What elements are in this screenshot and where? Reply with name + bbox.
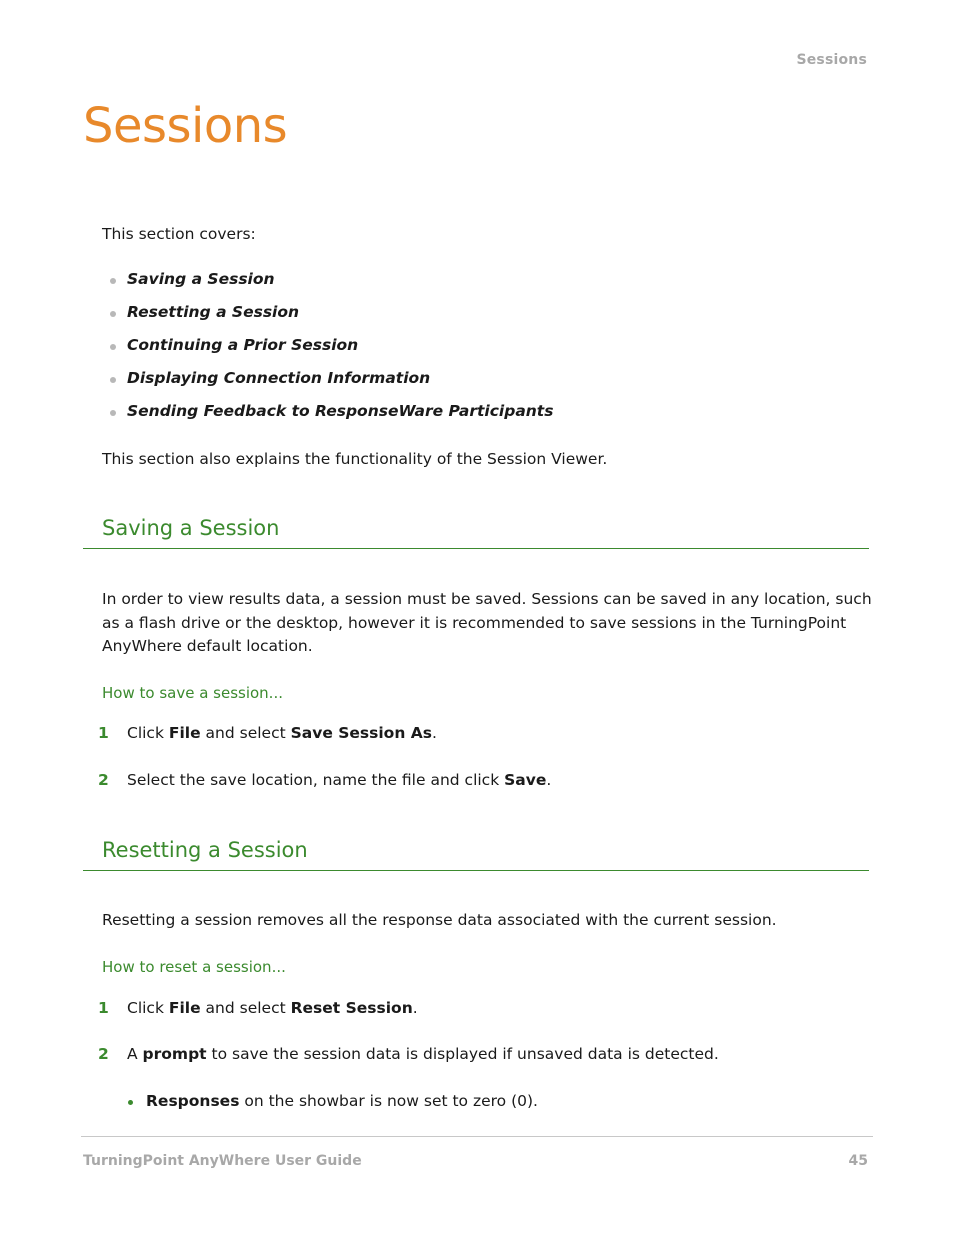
howto-reset-heading: How to reset a session...	[102, 958, 286, 976]
bullet-icon	[110, 410, 116, 416]
step-text: A prompt to save the session data is displayed if unsaved data is detected.	[127, 1045, 719, 1063]
section-rule	[83, 548, 869, 549]
page-number: 45	[848, 1153, 868, 1169]
step-number: 1	[98, 724, 109, 742]
bullet-icon	[110, 344, 116, 350]
saving-paragraph: In order to view results data, a session must be saved. Sessions can be saved in any location, such as a flash drive or the desktop, however it is recommended to save sessions in the TurningPoint AnyWhere default location.	[102, 590, 872, 655]
section-heading-resetting: Resetting a Session	[102, 838, 308, 862]
bullet-icon	[110, 377, 116, 383]
topic-link[interactable]: Saving a Session	[127, 270, 275, 288]
topic-link[interactable]: Continuing a Prior Session	[127, 336, 359, 354]
list-item[interactable]	[110, 369, 553, 402]
topic-link[interactable]: Resetting a Session	[127, 303, 300, 321]
step-item	[98, 1043, 719, 1066]
bullet-icon	[110, 278, 116, 284]
list-item[interactable]	[110, 270, 553, 303]
section-heading-saving: Saving a Session	[102, 516, 280, 540]
footer-rule	[81, 1136, 873, 1137]
howto-save-heading: How to save a session...	[102, 684, 283, 702]
step-item	[98, 997, 418, 1020]
also-text: This section also explains the functionality of the Session Viewer.	[102, 450, 608, 468]
step-number: 1	[98, 999, 109, 1017]
section-rule	[83, 870, 869, 871]
intro-text: This section covers:	[102, 225, 256, 243]
list-item[interactable]	[110, 303, 553, 336]
sub-bullet-text: Responses on the showbar is now set to zero (0).	[146, 1092, 538, 1110]
step-item	[98, 722, 437, 745]
bullet-icon	[110, 311, 116, 317]
topic-link[interactable]: Sending Feedback to ResponseWare Participants	[127, 402, 554, 420]
resetting-paragraph: Resetting a session removes all the response data associated with the current session.	[102, 911, 777, 929]
step-text: Click File and select Reset Session.	[127, 999, 418, 1017]
step-text: Select the save location, name the file and click Save.	[127, 771, 552, 789]
footer-guide-title: TurningPoint AnyWhere User Guide	[83, 1153, 362, 1169]
topic-link[interactable]: Displaying Connection Information	[127, 369, 431, 387]
step-number: 2	[98, 771, 109, 789]
step-text: Click File and select Save Session As.	[127, 724, 437, 742]
step-number: 2	[98, 1045, 109, 1063]
list-item[interactable]	[110, 402, 553, 435]
step-item	[98, 769, 551, 792]
running-header: Sessions	[796, 52, 867, 68]
page-title: Sessions	[83, 98, 288, 154]
topic-list	[110, 270, 553, 435]
list-item[interactable]	[110, 336, 553, 369]
bullet-icon	[128, 1100, 133, 1105]
sub-bullet-item	[128, 1090, 538, 1113]
